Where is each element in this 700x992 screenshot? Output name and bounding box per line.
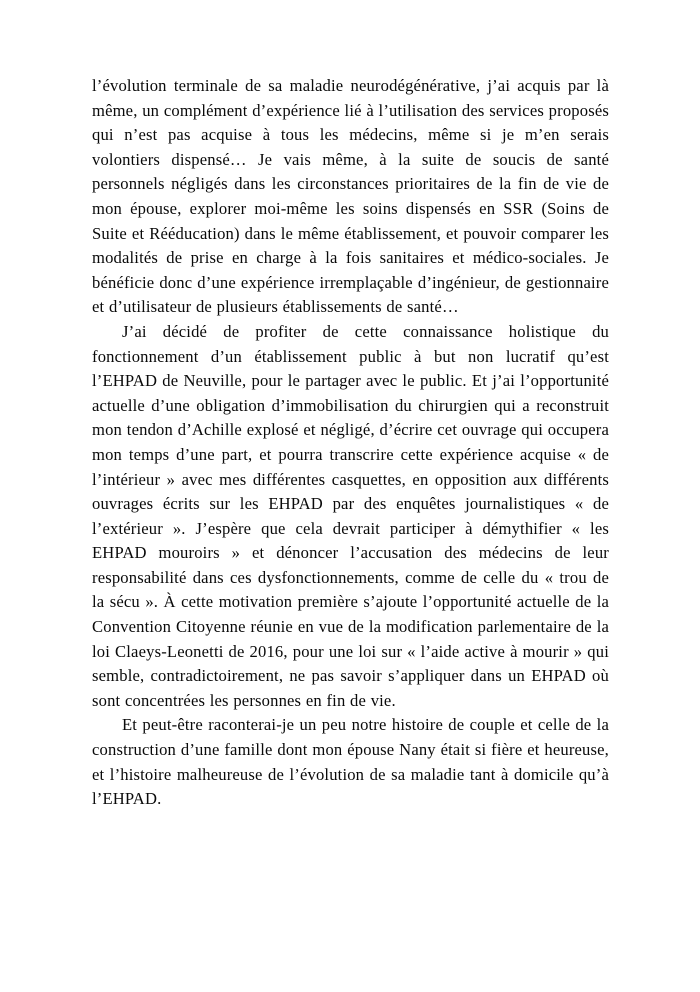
paragraph-2: J’ai décidé de profiter de cette connaissance holistique du fonctionnement d’un établissement public à but non lucratif qu’est l’EHPAD de Neuville, pour le partager avec le public. Et j’ai l’opportunité actuelle d’une obligation d’immobilisation du chirurgien qui a reconstruit mon tendon d’Achille explosé et négligé, d’écrire cet ouvrage qui occupera mon temps d’une part, et pourra transcrire cette expérience acquise « de l’intérieur » avec mes différentes casquettes, en opposition aux différents ouvrages écrits sur les EHPAD par des enquêtes journalistiques « de l’extérieur ». J’espère que cela devrait participer à démythifier « les EHPAD mouroirs » et dénoncer l’accusation des médecins de leur responsabilité dans ces dysfonctionnements, comme de celle du « trou de la sécu ». À cette motivation première s’ajoute l’opportunité actuelle de la Convention Citoyenne réunie en vue de la modification parlementaire de la loi Claeys-Leonetti de 2016, pour une loi sur « l’aide active à mourir » qui semble, contradictoirement, ne pas savoir s’appliquer dans un EHPAD où sont concentrées les personnes en fin de vie. [92, 321, 609, 710]
paragraph-3: Et peut-être raconterai-je un peu notre histoire de couple et celle de la construction d’une famille dont mon épouse Nany était si fière et heureuse, et l’histoire malheureuse de l’évolution de sa maladie tant à domicile qu’à l’EHPAD. [92, 715, 609, 809]
paragraph-continued: l’évolution terminale de sa maladie neurodégénérative, j’ai acquis par là même, un complément d’expérience lié à l’utilisation des services proposés qui n’est pas acquise à tous les médecins, même si je m’en serais volontiers dispensé… Je vais même, à la suite de soucis de santé personnels négligés dans les circonstances prioritaires de la fin de vie de mon épouse, explorer moi-même les soins dispensés en SSR (Soins de Suite et Rééducation) dans le même établissement, et pouvoir comparer les modalités de prise en charge à la fois sanitaires et médico-sociales. Je bénéficie donc d’une expérience irremplaçable d’ingénieur, de gestionnaire et d’utilisateur de plusieurs établissements de santé… [92, 76, 609, 317]
body-text-column [92, 74, 609, 812]
